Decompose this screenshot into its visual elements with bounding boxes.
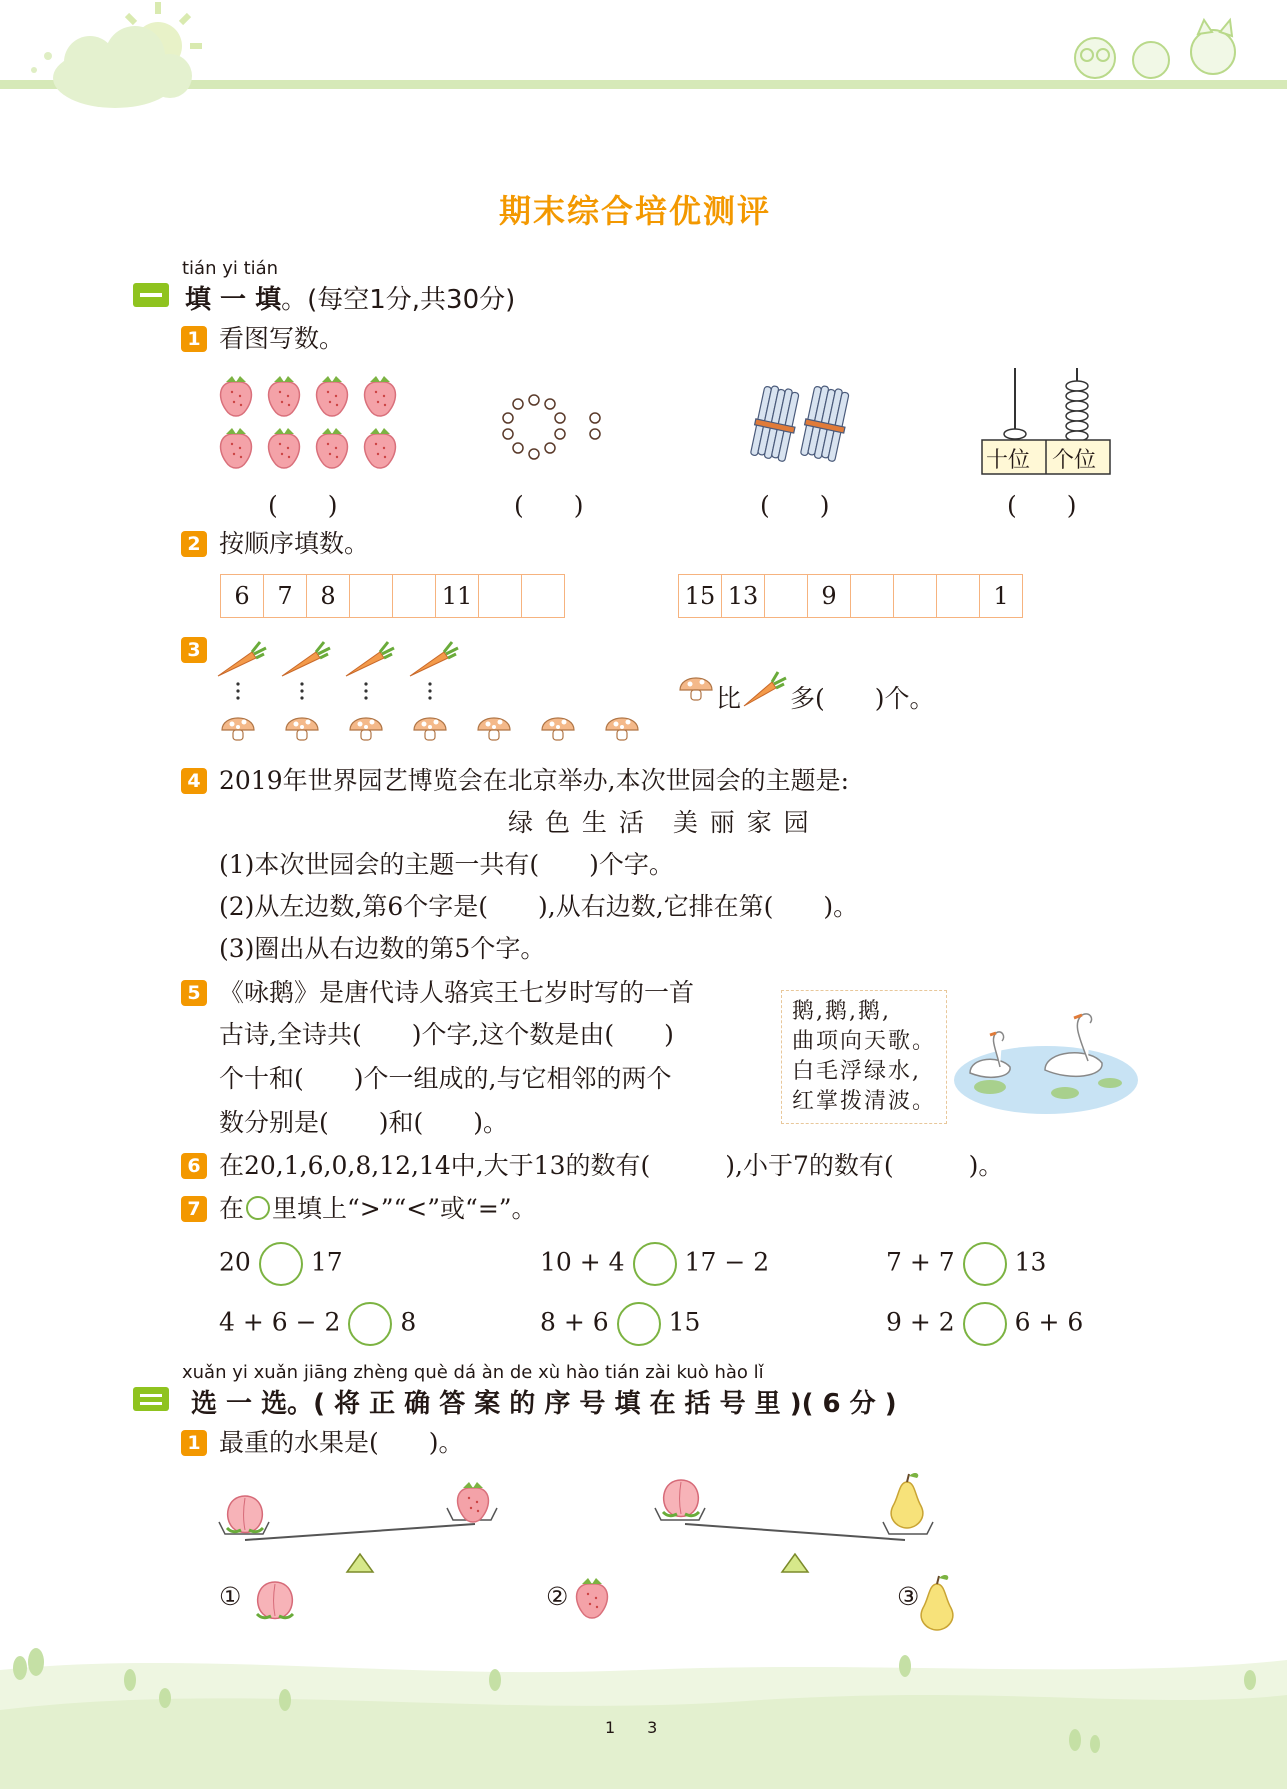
strawberry-icon — [269, 376, 300, 416]
grid2-cell: 9 — [808, 575, 851, 617]
carrots-mushrooms-figure — [210, 632, 650, 752]
poem-line: 白毛浮绿水, — [792, 1059, 921, 1084]
strawberry-icon — [365, 376, 396, 416]
mushroom-icon — [678, 674, 714, 708]
grid2-cell: 1 — [993, 582, 1009, 610]
compare-right: 15 — [668, 1307, 701, 1337]
compare-item — [219, 1242, 343, 1286]
mushroom-icon — [222, 718, 254, 740]
poem-box — [781, 990, 947, 1124]
carrot-icon — [346, 642, 394, 676]
strawberry-icon — [317, 428, 348, 468]
option-3[interactable]: ③ — [897, 1582, 920, 1611]
mushroom-icon — [414, 718, 446, 740]
carrot-icon — [410, 642, 458, 676]
q4-number: 4 — [181, 768, 207, 794]
header-decoration — [0, 0, 1287, 110]
mushroom-icon — [350, 718, 382, 740]
strawberry-icon — [269, 428, 300, 468]
q3-number: 3 — [181, 637, 207, 663]
compare-right: 8 — [400, 1307, 417, 1337]
compare-left: 7 + 7 — [886, 1247, 955, 1277]
section2-badge — [133, 1387, 169, 1411]
strawberry-icon — [221, 376, 252, 416]
q2-number: 2 — [181, 531, 207, 557]
grid1-cell[interactable] — [393, 575, 436, 617]
grid1-cell: 11 — [436, 575, 479, 617]
q7-text — [219, 1194, 537, 1224]
section1-heading-text: 填 一 填 — [185, 285, 282, 315]
section2-heading-text: 选 一 选 — [191, 1389, 288, 1419]
abacus-ones-label: 个位 — [1052, 448, 1097, 473]
q5-line2: 古诗,全诗共( )个字,这个数是由( ) — [219, 1020, 674, 1049]
compare-circle[interactable] — [963, 1242, 1007, 1286]
compare-right: 17 — [310, 1247, 343, 1277]
compare-circle[interactable] — [259, 1242, 303, 1286]
q3-answer-text: 多( )个。 — [790, 684, 935, 713]
poem-line: 红掌拨清波。 — [792, 1089, 937, 1114]
option-1[interactable]: ① — [219, 1582, 242, 1611]
q5-line3: 个十和( )个一组成的,与它相邻的两个 — [219, 1064, 672, 1093]
compare-item — [886, 1242, 1046, 1286]
q4-sub3: (3)圈出从右边数的第5个字。 — [219, 934, 546, 963]
s2-q1-number: 1 — [181, 1430, 207, 1456]
q7-text-b: 里填上“>”“<”或“=”。 — [272, 1194, 537, 1223]
compare-circle[interactable] — [348, 1302, 392, 1346]
mushroom-icon — [478, 718, 510, 740]
grid2-cell[interactable] — [894, 575, 937, 617]
strawberry-icon — [365, 428, 396, 468]
q7-text-a: 在 — [219, 1194, 245, 1223]
q3-compare-text: 比 — [716, 684, 742, 713]
stick-bundles-figure — [745, 385, 855, 467]
peach-icon — [257, 1582, 293, 1619]
compare-item — [886, 1302, 1083, 1346]
q4-theme: 绿 色 生 活 美 丽 家 园 — [508, 808, 811, 837]
q7-number: 7 — [181, 1196, 207, 1222]
compare-left: 9 + 2 — [886, 1307, 955, 1337]
balance-scales-figure — [215, 1472, 955, 1642]
grid2-cell[interactable] — [851, 575, 894, 617]
compare-circle[interactable] — [963, 1302, 1007, 1346]
strawberry-icon — [221, 428, 252, 468]
q1-number: 1 — [181, 326, 207, 352]
strawberry-icon — [577, 1578, 608, 1618]
compare-item — [540, 1242, 769, 1286]
compare-left: 20 — [219, 1247, 251, 1277]
section1-heading — [185, 279, 515, 316]
grid1-cell: 7 — [264, 575, 307, 617]
q5-line4: 数分别是( )和( )。 — [219, 1108, 509, 1137]
section1-badge — [133, 283, 169, 307]
section2-pinyin: xuǎn yi xuǎn jiāng zhèng què dá àn de xù hào tián zài kuò hào lǐ — [182, 1362, 764, 1383]
grid2-cell[interactable] — [937, 575, 980, 617]
compare-circle[interactable] — [633, 1242, 677, 1286]
abacus-tens-label: 十位 — [986, 448, 1031, 473]
q5-line1: 《咏鹅》是唐代诗人骆宾王七岁时写的一首 — [219, 978, 695, 1007]
mushroom-icon — [286, 718, 318, 740]
q4-sub1: (1)本次世园会的主题一共有( )个字。 — [219, 850, 674, 879]
q1-answer-1[interactable]: ( ) — [268, 491, 338, 520]
q1-answer-4[interactable]: ( ) — [1007, 491, 1077, 520]
q5-number: 5 — [181, 980, 207, 1006]
peach-icon — [663, 1480, 699, 1517]
option-2[interactable]: ② — [546, 1582, 569, 1611]
q6-number: 6 — [181, 1153, 207, 1179]
poem-line: 曲项向天歌。 — [792, 1029, 937, 1054]
peach-icon — [227, 1496, 263, 1533]
compare-right: 17 − 2 — [684, 1247, 770, 1277]
page-title: 期末综合培优测评 — [498, 192, 771, 230]
section2-scoring: 。( 将 正 确 答 案 的 序 号 填 在 括 号 里 )( 6 分 ) — [287, 1389, 897, 1419]
cartoon-animals-icon — [1075, 20, 1235, 78]
pear-icon — [891, 1473, 923, 1528]
compare-item — [219, 1302, 416, 1346]
grid2-cell: 15 — [679, 575, 722, 617]
grid1-cell[interactable] — [350, 575, 393, 617]
grid2-cell: 13 — [722, 575, 765, 617]
q4-text: 2019年世界园艺博览会在北京举办,本次世园会的主题是: — [219, 766, 849, 795]
strawberry-icon — [317, 376, 348, 416]
s2-q1-text: 最重的水果是( )。 — [219, 1428, 464, 1457]
poem-line: 鹅,鹅,鹅, — [792, 999, 891, 1024]
compare-left: 8 + 6 — [540, 1307, 609, 1337]
grid1-cell[interactable] — [522, 575, 564, 617]
circle-icon — [246, 1196, 270, 1220]
compare-item — [540, 1302, 700, 1346]
grid1-cell: 8 — [307, 575, 350, 617]
compare-left: 10 + 4 — [540, 1247, 625, 1277]
grid1-cell: 6 — [221, 575, 264, 617]
compare-right: 6 + 6 — [1014, 1307, 1084, 1337]
pear-icon — [921, 1575, 953, 1630]
carrot-icon — [218, 642, 266, 676]
carrot-icon — [282, 642, 330, 676]
compare-left: 4 + 6 − 2 — [219, 1307, 341, 1337]
section1-pinyin: tián yi tián — [182, 258, 279, 279]
section1-scoring: 。(每空1分,共30分) — [281, 285, 516, 315]
correspondence-dots — [236, 682, 431, 699]
mushroom-icon — [542, 718, 574, 740]
circles-figure — [498, 392, 608, 472]
mushroom-icon — [606, 718, 638, 740]
q1-answer-2[interactable]: ( ) — [514, 491, 584, 520]
strawberry-icon — [458, 1482, 489, 1522]
compare-circle[interactable] — [617, 1302, 661, 1346]
carrot-icon — [742, 670, 788, 710]
page-number: 1 3 — [605, 1718, 658, 1737]
section2-heading — [191, 1383, 897, 1420]
q2-text: 按顺序填数。 — [219, 529, 370, 558]
q4-sub2: (2)从左边数,第6个字是( ),从右边数,它排在第( )。 — [219, 892, 859, 921]
sequence-grid-1 — [220, 574, 565, 618]
grid1-cell[interactable] — [479, 575, 522, 617]
q1-answer-3[interactable]: ( ) — [760, 491, 830, 520]
swans-illustration — [950, 1005, 1142, 1120]
q6-text: 在20,1,6,0,8,12,14中,大于13的数有( ),小于7的数有( )。 — [219, 1151, 1004, 1180]
strawberries-figure — [212, 370, 402, 475]
sequence-grid-2 — [678, 574, 1023, 618]
q1-text: 看图写数。 — [219, 324, 345, 353]
compare-right: 13 — [1014, 1247, 1047, 1277]
grid2-cell[interactable] — [765, 575, 808, 617]
